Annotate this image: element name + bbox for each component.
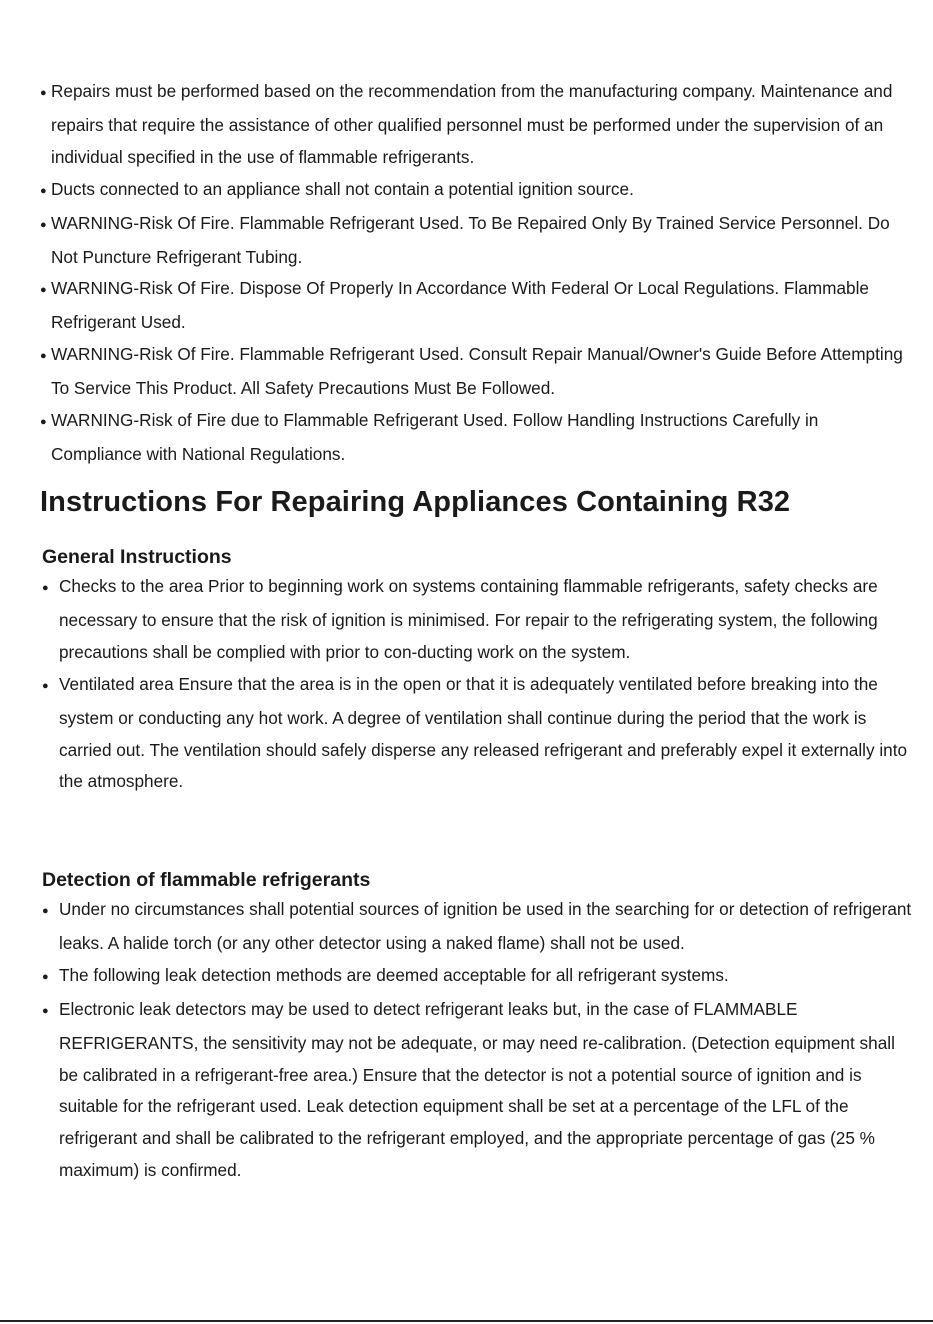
list-item: ● Checks to the area Prior to beginning work on systems containing flammable refrigerants, safety checks are necessary to ensure that the risk of ignition is minimised. For repair to the refrigerating system, the following precautions shall be complied with prior to con-ducting work on the system. xyxy=(42,571,912,669)
bullet-icon: ● xyxy=(42,679,49,692)
warning-list xyxy=(40,76,910,471)
bullet-icon: ● xyxy=(40,218,47,231)
list-item: ● WARNING-Risk Of Fire. Flammable Refrigerant Used. Consult Repair Manual/Owner's Guide Before Attempting To Service This Product. All Safety Precautions Must Be Followed. xyxy=(40,339,910,405)
bullet-icon: ● xyxy=(42,1004,49,1017)
bullet-icon: ● xyxy=(40,284,47,297)
detection-list xyxy=(42,894,912,1187)
general-instructions-list xyxy=(42,571,912,798)
list-item: ● Electronic leak detectors may be used to detect refrigerant leaks but, in the case of FLAMMABLE REFRIGERANTS, the sensitivity may not be adequate, or may need re-calibration. (Detection equipment shall be calibrated in a refrigerant-free area.) Ensure that the detector is not a potential source of ignition and is suitable for the refrigerant used. Leak detection equipment shall be set at a percentage of the LFL of the refrigerant and shall be calibrated to the refrigerant employed, and the appropriate percentage of gas (25 % maximum) is confirmed. xyxy=(42,994,912,1187)
detection-section xyxy=(42,866,912,1187)
bullet-icon: ● xyxy=(42,582,49,594)
list-item: ● Ventilated area Ensure that the area is in the open or that it is adequately ventilated before breaking into the system or conducting any hot work. A degree of ventilation shall continue during the period that the work is carried out. The ventilation should safely disperse any released refrigerant and preferably expel it externally into the atmosphere. xyxy=(42,669,912,799)
list-item: ● WARNING-Risk Of Fire. Dispose Of Properly In Accordance With Federal Or Local Regulations. Flammable Refrigerant Used. xyxy=(40,273,910,339)
bullet-icon: ● xyxy=(40,87,47,99)
section-heading: General Instructions xyxy=(42,546,232,568)
list-item: ● The following leak detection methods are deemed acceptable for all refrigerant systems. xyxy=(42,960,912,994)
bullet-icon: ● xyxy=(40,416,47,429)
list-item: ● Under no circumstances shall potential sources of ignition be used in the searching for or detection of refrigerant leaks. A halide torch (or any other detector using a naked flame) shall not be used. xyxy=(42,894,912,960)
bullet-icon: ● xyxy=(42,970,49,983)
bullet-icon: ● xyxy=(40,350,47,363)
list-item: ● WARNING-Risk Of Fire. Flammable Refrigerant Used. To Be Repaired Only By Trained Service Personnel. Do Not Puncture Refrigerant Tubing. xyxy=(40,208,910,274)
list-item: ● WARNING-Risk of Fire due to Flammable Refrigerant Used. Follow Handling Instructions Carefully in Compliance with National Regulations. xyxy=(40,405,910,471)
page-title: Instructions For Repairing Appliances Containing R32 xyxy=(40,486,791,518)
general-instructions-section xyxy=(42,543,912,798)
page-bottom-divider xyxy=(0,1320,933,1322)
section-heading: Detection of flammable refrigerants xyxy=(42,869,371,891)
bullet-icon: ● xyxy=(40,184,47,197)
list-item: ● Ducts connected to an appliance shall not contain a potential ignition source. xyxy=(40,174,910,208)
bullet-icon: ● xyxy=(42,905,49,917)
list-item: ● Repairs must be performed based on the recommendation from the manufacturing company. Maintenance and repairs that require the assistance of other qualified personnel must be performed under the supervision of an individual specified in the use of flammable refrigerants. xyxy=(40,76,910,174)
